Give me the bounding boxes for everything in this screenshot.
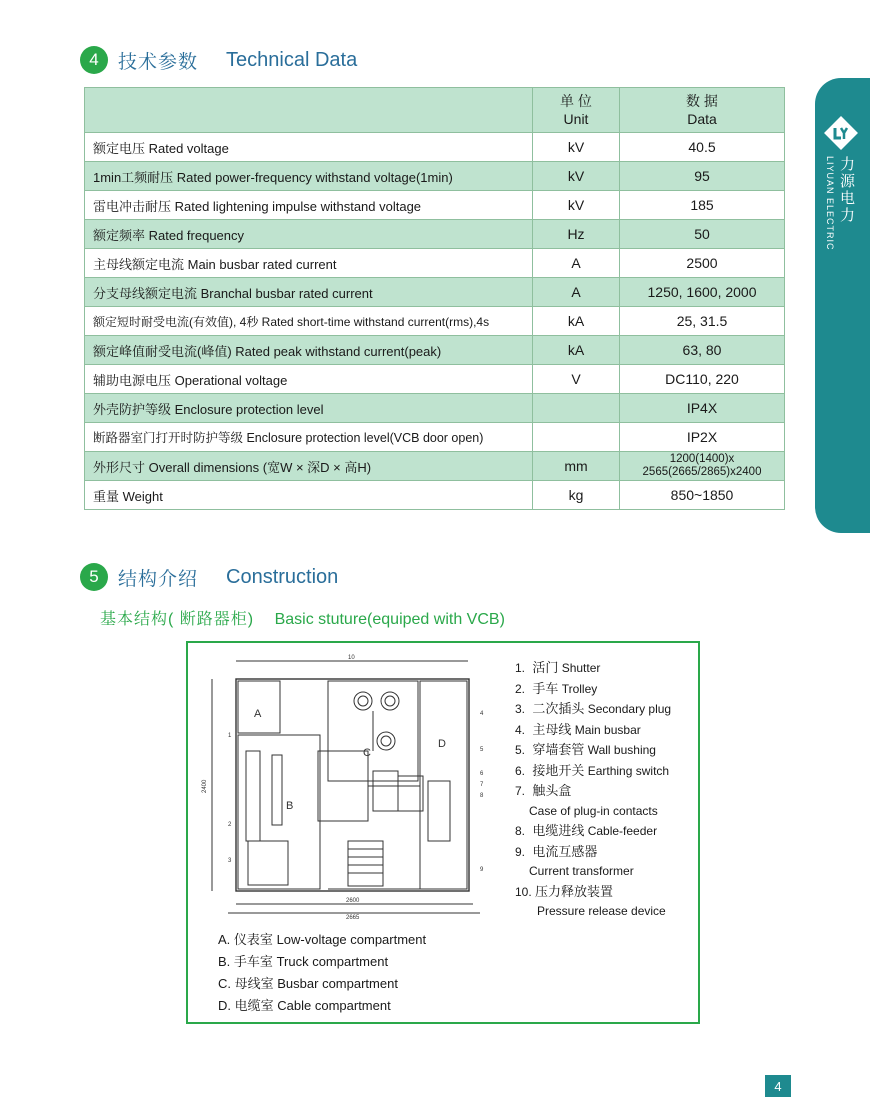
data-line: 2565(2665/2865)x2400 [642,466,762,478]
section-title-cn: 技术参数 [118,51,199,73]
legend-item: 9. 电流互感器 Current transformer [515,843,634,878]
section-5-heading [80,563,338,591]
compartment-item: B. 手车室 Truck compartment [218,954,389,969]
legend-item: 1. 活门 Shutter [515,660,601,675]
dim-top-label: 10 [348,655,355,661]
param-cell: 辅助电源电压 Operational voltage [85,365,533,394]
data-cell: IP4X [620,394,785,423]
param-cell: 额定电压 Rated voltage [85,133,533,162]
dim-width-outer-label: 2665 [346,915,360,921]
data-cell: 1250, 1600, 2000 [620,278,785,307]
compartment-list [218,929,426,1017]
callout-label: 9 [480,867,484,873]
section-title-en: Construction [226,565,339,588]
section-number-badge: 5 [80,563,108,591]
zone-label-d: D [438,738,446,750]
unit-cell: Hz [533,220,620,249]
technical-data-table [84,87,785,510]
unit-cell: A [533,278,620,307]
unit-cell: mm [533,452,620,481]
legend-item: 2. 手车 Trolley [515,680,598,696]
param-cell: 雷电冲击耐压 Rated lightening impulse withstand voltage [85,191,533,220]
table-row [85,481,785,510]
table-row [85,162,785,191]
table-row [85,278,785,307]
legend-item: 4. 主母线 Main busbar [515,721,641,737]
table-row [85,365,785,394]
data-cell: 40.5 [620,133,785,162]
unit-cell: kA [533,307,620,336]
section-title-en: Technical Data [226,48,358,71]
param-cell: 分支母线额定电流 Branchal busbar rated current [85,278,533,307]
unit-cell: A [533,249,620,278]
table-row [85,336,785,365]
legend-item: 10. 压力释放装置 Pressure release device [515,883,666,918]
callout-label: 7 [480,782,484,788]
data-line: 1200(1400)x [669,453,735,465]
table-row [85,191,785,220]
zone-label-a: A [254,708,262,720]
data-cell: DC110, 220 [620,365,785,394]
data-cell: 25, 31.5 [620,307,785,336]
callout-label: 5 [480,747,484,753]
unit-cell: kA [533,336,620,365]
subheading-en: Basic stuture(equiped with VCB) [274,611,505,628]
subheading [100,606,505,629]
callout-label: 8 [480,793,484,799]
legend-item: 3. 二次插头 Secondary plug [515,701,672,716]
legend-item: 7. 触头盒 Case of plug-in contacts [515,783,658,818]
legend-item: 6. 接地开关 Earthing switch [515,762,670,778]
data-cell: 2500 [620,249,785,278]
callout-label: 4 [480,711,484,717]
data-cell: 850~1850 [620,481,785,510]
table-row [85,423,785,452]
switchgear-cross-section-drawing [198,651,498,931]
param-cell: 重量 Weight [85,481,533,510]
header-data-cell [620,88,785,133]
dim-width-inner-label: 2600 [346,898,360,904]
header-unit-en: Unit [563,111,589,127]
header-param-cell [85,88,533,133]
dim-height-label: 2400 [202,779,208,793]
callout-label: 1 [228,733,232,739]
section-4-heading [80,46,357,74]
compartment-item: D. 电缆室 Cable compartment [218,998,391,1013]
unit-cell: kV [533,162,620,191]
table-row [85,133,785,162]
data-cell: 95 [620,162,785,191]
param-cell: 额定短时耐受电流(有效值), 4秒 Rated short-time withstand current(rms),4s [85,307,533,336]
data-cell: 50 [620,220,785,249]
parts-legend [515,658,671,922]
param-cell: 主母线额定电流 Main busbar rated current [85,249,533,278]
param-cell: 断路器室门打开时防护等级 Enclosure protection level(VCB door open) [85,423,533,452]
company-name-en: LIYUAN ELECTRIC [825,156,835,251]
subheading-cn: 基本结构( 断路器柜) [100,611,255,628]
construction-diagram-box [186,641,700,1024]
data-cell: 185 [620,191,785,220]
unit-cell: kV [533,133,620,162]
header-unit-cn: 单 位 [560,93,592,109]
callout-label: 6 [480,771,484,777]
unit-cell [533,394,620,423]
table-row [85,394,785,423]
section-title-cn: 结构介绍 [118,568,199,590]
param-cell: 1min工频耐压 Rated power-frequency withstand voltage(1min) [85,162,533,191]
data-cell: 63, 80 [620,336,785,365]
table-row [85,452,785,481]
data-cell [620,452,785,481]
zone-label-c: C [363,747,371,759]
page-number: 4 [765,1075,791,1097]
unit-cell: V [533,365,620,394]
table-header-row [85,88,785,133]
section-number-badge: 4 [80,46,108,74]
param-cell: 额定频率 Rated frequency [85,220,533,249]
table-row [85,249,785,278]
param-cell: 额定峰值耐受电流(峰值) Rated peak withstand current(peak) [85,336,533,365]
table-row [85,220,785,249]
liyuan-logo-icon [824,116,858,150]
param-cell: 外壳防护等级 Enclosure protection level [85,394,533,423]
company-name-cn: 力源电力 [838,156,855,224]
unit-cell: kV [533,191,620,220]
header-data-en: Data [687,111,717,127]
unit-cell: kg [533,481,620,510]
callout-label: 2 [228,822,232,828]
legend-item: 5. 穿墙套管 Wall bushing [515,742,656,757]
callout-label: 3 [228,858,232,864]
unit-cell [533,423,620,452]
brand-side-tab [815,78,870,533]
header-unit-cell [533,88,620,133]
compartment-item: C. 母线室 Busbar compartment [218,976,398,991]
data-cell: IP2X [620,423,785,452]
compartment-item: A. 仪表室 Low-voltage compartment [218,932,427,947]
param-cell: 外形尺寸 Overall dimensions (宽W × 深D × 高H) [85,452,533,481]
legend-item: 8. 电缆进线 Cable-feeder [515,823,658,838]
table-row [85,307,785,336]
header-data-cn: 数 据 [686,93,718,109]
zone-label-b: B [286,800,294,812]
